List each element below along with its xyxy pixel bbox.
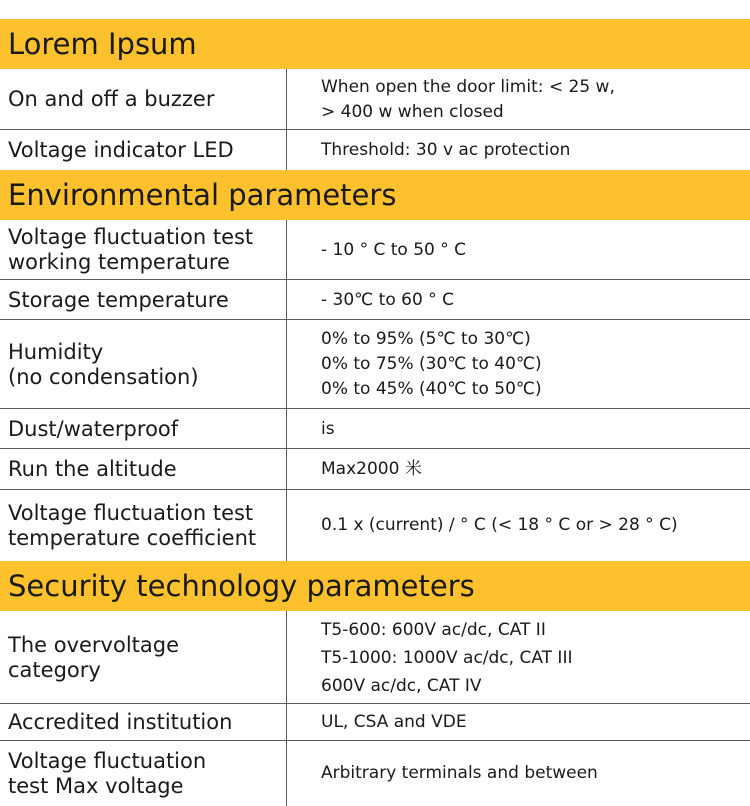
column-divider [286,130,287,170]
spec-value-line: UL, CSA and VDE [321,712,467,732]
spec-value-line: > 400 w when closed [321,101,504,122]
section-header-lorem-ipsum [0,19,750,69]
column-divider [286,320,287,409]
spec-label [8,611,286,704]
spec-label-line: temperature coefficient [8,525,257,550]
spec-value-line: T5-600: 600V ac/dc, CAT II [321,619,546,640]
spec-label-line: Voltage indicator LED [8,137,234,162]
spec-label [8,280,286,320]
spec-label-line: category [8,657,101,682]
column-divider [286,449,287,490]
spec-label [8,409,286,449]
spec-label [8,130,286,170]
column-divider [286,704,287,741]
section-title: Environmental parameters [8,178,397,212]
spec-label [8,741,286,806]
spec-row [0,490,750,561]
spec-value-line: - 10 ° C to 50 ° C [321,239,467,260]
spec-label [8,704,286,741]
column-divider [286,69,287,130]
spec-value-line: 0% to 95% (5℃ to 30℃) [321,329,531,349]
spec-value-line: Threshold: 30 v ac protection [321,139,571,160]
column-divider [286,611,287,704]
spec-label-line: (no condensation) [8,364,199,389]
section-header-environmental-parameters [0,170,750,220]
spec-value [321,490,744,561]
spec-value [321,409,744,449]
column-divider [286,741,287,806]
spec-row [0,280,750,320]
spec-row [0,320,750,409]
spec-label-line: working temperature [8,250,230,274]
spec-label-line: Run the altitude [8,457,177,481]
spec-value [321,704,744,741]
column-divider [286,490,287,561]
spec-row [0,741,750,806]
spec-row [0,409,750,449]
spec-label [8,320,286,409]
spec-value-line: T5-1000: 1000V ac/dc, CAT III [321,647,573,668]
spec-label-line: On and off a buzzer [8,87,215,111]
spec-value-line: - 30℃ to 60 ° C [321,289,454,310]
spec-label [8,69,286,130]
spec-label-line: Accredited institution [8,710,233,734]
spec-value [321,741,744,806]
spec-row [0,704,750,741]
spec-label-line: Storage temperature [8,287,229,312]
section-title: Security technology parameters [8,569,475,603]
spec-value [321,320,744,409]
spec-row [0,130,750,170]
spec-label [8,449,286,490]
column-divider [286,220,287,280]
spec-value-line: 600V ac/dc, CAT IV [321,675,482,696]
spec-label-line: Voltage fluctuation test [8,500,254,525]
spec-row [0,220,750,280]
column-divider [286,280,287,320]
section-header-security-technology-parameters [0,561,750,611]
spec-value-line: Arbitrary terminals and between [321,763,598,783]
spec-label [8,490,286,561]
spec-label-line: The overvoltage [8,632,180,657]
spec-row [0,69,750,130]
spec-row [0,611,750,704]
spec-value-line: 0.1 x (current) / ° C (< 18 ° C or > 28 ° C) [321,515,678,535]
spec-label-line: Dust/waterproof [8,416,179,441]
spec-value [321,69,744,130]
spec-value-line: 0% to 45% (40℃ to 50℃) [321,379,542,399]
spec-value [321,130,744,170]
spec-label [8,220,286,280]
spec-label-line: Voltage fluctuation test [8,225,254,249]
spec-value-line: Max2000 米 [321,459,422,479]
column-divider [286,409,287,449]
spec-value [321,280,744,320]
spec-value [321,449,744,490]
spec-value [321,220,744,280]
section-title: Lorem Ipsum [8,27,197,61]
spec-value-line: is [321,418,335,439]
spec-label-line: test Max voltage [8,773,184,798]
spec-row [0,449,750,490]
spec-value-line: When open the door limit: < 25 w, [321,76,615,97]
spec-label-line: Voltage fluctuation [8,748,207,773]
spec-value [321,611,744,704]
spec-value-line: 0% to 75% (30℃ to 40℃) [321,354,542,374]
spec-label-line: Humidity [8,339,104,364]
